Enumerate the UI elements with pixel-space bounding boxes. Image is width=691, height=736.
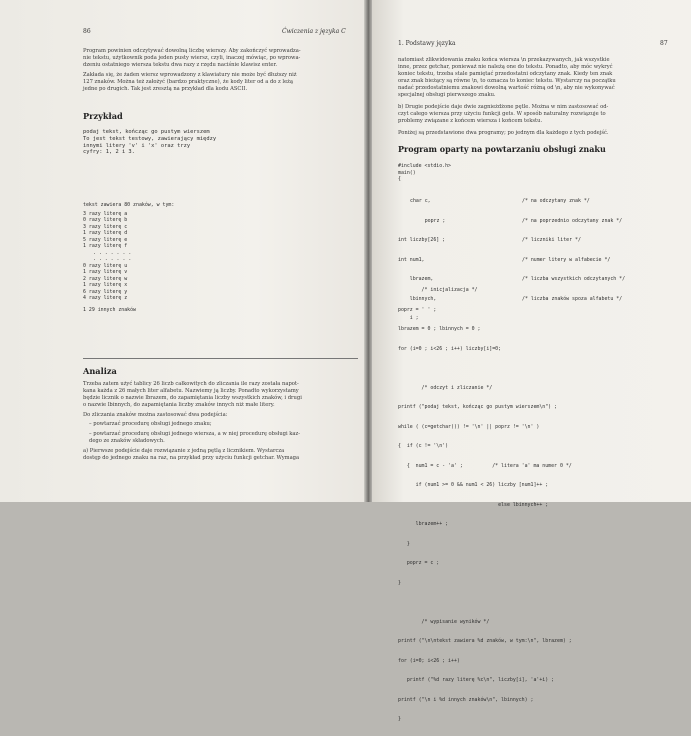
count-line: 3 razy literę a [83, 210, 128, 217]
code-head: #include <stdio.h> main() { [398, 163, 451, 182]
paragraph-b: b) Drugie podejście daje dwie zagnieżdżone pętle. Można w nim zastosować od- czyt całego wiersza przy użyciu funkcji gets. W sposób naturalny rozwiązuje to problemy związane z końcem wiersza i końcem tekstu. [398, 104, 609, 125]
count-line: 1 razy literę f [83, 243, 128, 249]
ellipsis: . . . . . . . [93, 256, 132, 262]
analysis-paragraph: Trzeba zatem użyć tablicy 26 liczb całkowitych do zliczania ile razy została napot- kana każda z 26 małych liter alfabetu. Nazwiemy ją liczby. Ponadto wykorzystamy będzie licznik o nazwie lbrazem, do zapamiętania liczby wszystkich znaków, i drugi o nazwie lbinnych, do zapamiętania liczby znaków innych niż małe litery. Do zliczania znaków można zastosować dwa podejścia: – powtarzać procedurę obsługi jednego znaku; – powtarzać procedurę obsługi jednego wiersza, a w niej procedurę obsługi kaz- dego ze znaków składowych. a) Pierwsze podejście daje rozwiązanie z jedną pętlą z licznikiem. Wystarcza dostęp do jednego znaku na raz, na przykład przy użyciu funkcji getchar. Wymaga [83, 381, 302, 461]
analysis-heading: Analiza [83, 366, 117, 376]
output-header: tekst zawiera 80 znaków, w tym: [83, 202, 175, 208]
divider [83, 358, 358, 359]
code-body: /* inicjalizacja */ poprz = ' ' ; lbrazem = 0 ; lbinnych = 0 ; for (i=0 ; i<26 ; i++) liczby[i]=0; /* odczyt i zliczanie */ printf ("podaj tekst, kończąc go pustym wierszem\n") ; while ( (c=getchar()) != '\n' || poprz != '\n' ) { if (c != '\n') { num1 = c - 'a' ; /* litera 'a' ma numer 0 */ if (num1 >= 0 && num1 < 26) liczby [num1]++ ; else lbinnych++ ; lbrazem++ ; } poprz = c ; } /* wypisanie wyników */ printf ("\n\ntekst zawiera %d znaków, w tym:\n", lbrazem) ; for (i=0; i<26 ; i++) printf ("%d razy literę %c\n", liczby[i], 'a'+i) ; printf ("\n i %d innych znaków\n", lbinnych) ; } [398, 287, 572, 722]
right-page [372, 0, 691, 722]
example-output [83, 202, 174, 313]
left-page [0, 0, 366, 502]
page-number: 87 [660, 40, 668, 47]
count-line: 5 razy literę e [83, 236, 128, 243]
count-line: 1 razy literę v [83, 269, 128, 275]
running-head: Ćwiczenia z języka C [282, 28, 346, 35]
count-line: 0 razy literę u [83, 262, 128, 269]
other-chars-line: 1 29 innych znaków [83, 306, 136, 313]
program-heading: Program oparty na powtarzaniu obsługi znaku [398, 144, 606, 154]
count-line: 1 razy literę x [83, 282, 128, 288]
intro-paragraph: natomiast zlikwidowania znaku końca wiersza \n przekazywanych, jak wszystkie inne, przez getchar, ponieważ nie należą one do tekstu. Ponadto, aby móc wykryć koniec tekstu, trzeba stale pamiętać przedostatni odczytany znak. Kiedy ten znak oraz znak bieżący są równe \n, to oznacza to koniec tekstu. Wystarczy na początku nadać przedostatniemu znakowi dowolną wartość różną od \n, aby nie wykonywać specjalnej obsługi pierwszego znaku. [398, 57, 616, 99]
example-input: podaj tekst, kończąc go pustym wierszem To jest tekst testowy, zawierający między innymi litery 'v' i 'x' oraz trzy cyfry: 1, 2 i 3. [83, 129, 217, 156]
declarations: char c, /* na odczytany znak */ poprz ; /* na poprzednio odczytany znak */ int liczby[26] ; /* liczniki liter */ int num1, /* numer litery w alfabecie */ lbrazem, /* liczba wszystkich odczytanych */ lbinnych, /* liczba znaków spoza alfabetu */ i ; [398, 198, 626, 321]
paragraph-c: Poniżej są przedstawione dwa programy; po jednym dla każdego z tych podejść. [398, 130, 609, 136]
count-line: 0 razy literę b [83, 217, 128, 223]
page-number: 86 [83, 28, 91, 35]
count-line: 4 razy literę z [83, 295, 128, 301]
count-line: 6 razy literę y [83, 288, 128, 295]
running-head: 1. Podstawy języka [398, 40, 456, 47]
ellipsis: . . . . . . . [93, 249, 132, 256]
count-line: 1 razy literę d [83, 230, 128, 236]
count-line: 3 razy literę c [83, 223, 128, 230]
intro-paragraph: Program powinien odczytywać dowolną liczbę wierszy. Aby zakończyć wprowadza- nie tekstu, użytkownik poda jeden pusty wiersz, czyli, inaczej mówiąc, po wprowa- dzeniu ostatniego wiersza tekstu dwa razy z rzędu naciśnie klawisz enter. Zakłada się, że żaden wiersz wprowadzony z klawiatury nie może być dłuższy niż 127 znaków. Można też założyć (bardzo praktyczne), że kody liter od a do z leżą jedne po drugich. Tak jest zresztą na przykład dla kodu ASCII. [83, 48, 301, 93]
count-line: 2 razy literę w [83, 275, 128, 282]
example-heading: Przykład [83, 111, 123, 121]
